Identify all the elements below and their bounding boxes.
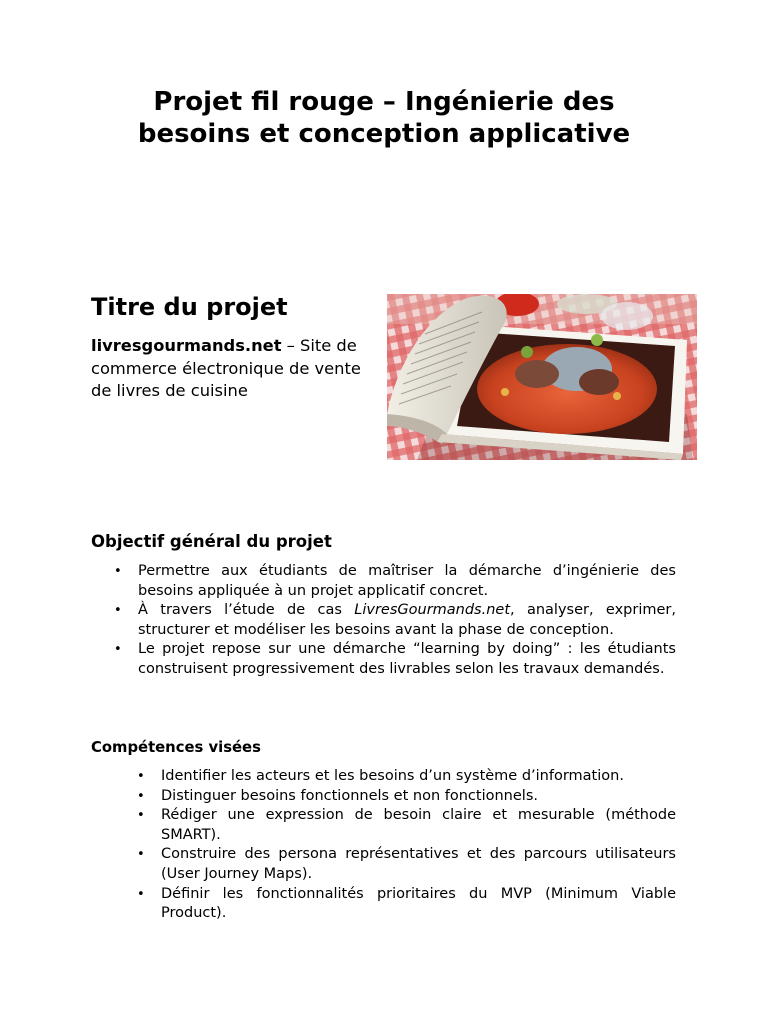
objective-item-text-after: , analyser, exprimer, structurer et modéliser les besoins avant la phase de conception. xyxy=(138,602,676,638)
list-item xyxy=(114,640,676,679)
bullet-icon: • xyxy=(137,808,145,824)
objective-heading: Objectif général du projet xyxy=(91,532,332,551)
list-item xyxy=(137,885,676,924)
cookbook-photo-icon xyxy=(387,294,697,460)
document-title-line-1: Projet fil rouge – Ingénierie des xyxy=(153,87,615,117)
competence-item-text: Distinguer besoins fonctionnels et non fonctionnels. xyxy=(161,787,538,804)
bullet-icon: • xyxy=(114,564,122,579)
competences-heading: Compétences visées xyxy=(91,739,261,756)
list-item xyxy=(137,787,676,807)
project-description xyxy=(91,335,371,403)
bullet-icon: • xyxy=(137,886,145,902)
objective-item-text: Le projet repose sur une démarche “learning by doing” : les étudiants construisent progressivement des livrables selon les travaux demandés. xyxy=(138,641,676,677)
bullet-icon: • xyxy=(137,847,145,863)
competence-item-text: Construire des persona représentatives et des parcours utilisateurs (User Journey Maps). xyxy=(161,846,676,882)
list-item xyxy=(137,845,676,884)
objective-item-text: Permettre aux étudiants de maîtriser la démarche d’ingénierie des besoins appliquée à un projet applicatif concret. xyxy=(138,563,676,599)
objective-item-text-before: À travers l’étude de cas xyxy=(138,602,355,619)
competence-item-text: Rédiger une expression de besoin claire et mesurable (méthode SMART). xyxy=(161,807,676,843)
competences-list xyxy=(137,767,676,924)
bullet-icon: • xyxy=(137,788,145,804)
bullet-icon: • xyxy=(114,603,122,619)
bullet-icon: • xyxy=(114,642,122,658)
list-item xyxy=(114,601,676,640)
project-title-heading: Titre du projet xyxy=(91,293,288,321)
project-site-name: livresgourmands.net xyxy=(91,336,282,355)
bullet-icon: • xyxy=(137,769,145,784)
objective-list xyxy=(114,562,676,680)
document-title xyxy=(60,86,708,150)
competence-item-text: Définir les fonctionnalités prioritaires du MVP (Minimum Viable Product). xyxy=(161,885,676,922)
list-item xyxy=(137,806,676,845)
document-title-line-2: besoins et conception applicative xyxy=(137,119,631,149)
case-study-name: LivresGourmands.net xyxy=(354,602,511,619)
competence-item-text: Identifier les acteurs et les besoins d’un système d’information. xyxy=(161,768,624,784)
project-description-text: – Site de commerce électronique de vente de livres de cuisine xyxy=(91,336,361,400)
list-item xyxy=(137,767,676,787)
list-item xyxy=(114,562,676,601)
